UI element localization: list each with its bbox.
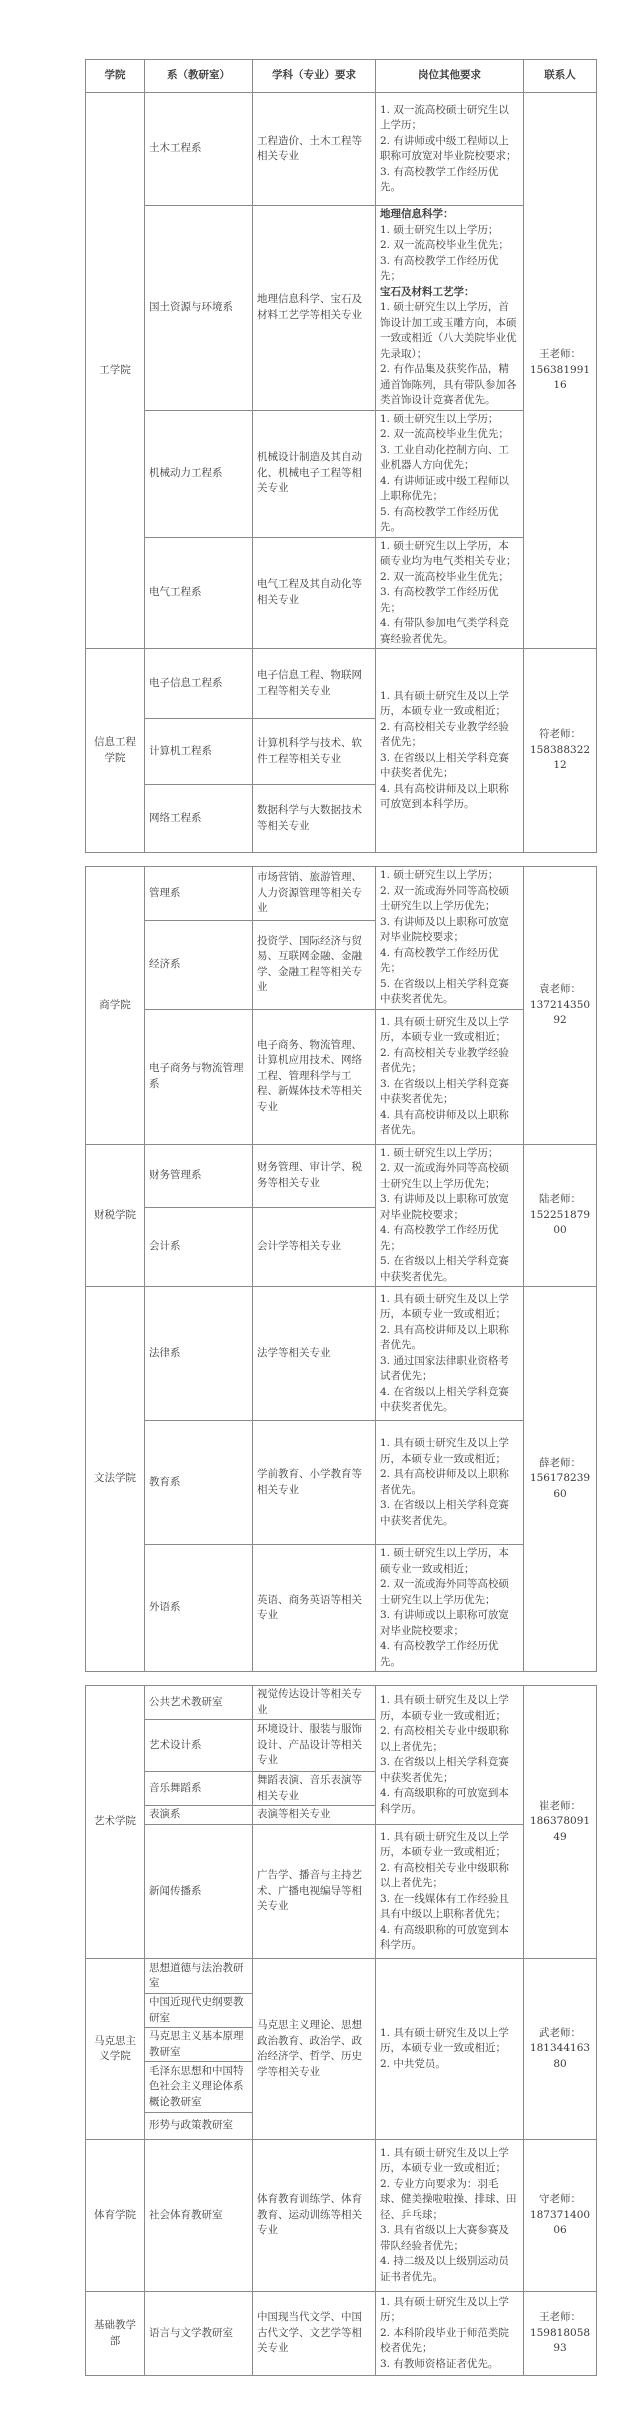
college-name: 马克思主义学院 <box>86 1959 145 2140</box>
contact-phone: 15617823960 <box>529 1472 591 1500</box>
table-row <box>86 1009 597 1144</box>
requirement-line: 1. 硕士研究生以上学历，本硕专业一致或相近； <box>380 1547 509 1575</box>
contact-name: 薛老师： <box>539 1456 581 1469</box>
department-name: 马克思主义基本原理教研室 <box>145 2028 253 2062</box>
requirement-line: 2. 本科阶段毕业于师范类院校者优先； <box>380 2326 509 2355</box>
contact-person <box>524 2292 597 2376</box>
requirement-line: 3. 通过国家法律职业资格考试者优先； <box>380 1354 509 1382</box>
department-name: 社会体育教研室 <box>145 2140 253 2292</box>
other-requirements <box>376 410 524 537</box>
contact-phone: 18637809149 <box>529 1815 591 1843</box>
requirement-line: 3. 在一线媒体有工作经验且具有中级以上职称者优先； <box>380 1892 509 1920</box>
requirement-line: 1. 具有硕士研究生及以上学历，本硕专业一致或相近； <box>380 1437 509 1465</box>
subject-requirement: 马克思主义理论、思想政治教育、政治学、政治经济学、哲学、历史学等相关专业 <box>253 1959 376 2140</box>
department-name: 计算机工程系 <box>145 719 253 785</box>
requirement-line: 1. 硕士研究生以上学历，本硕专业均为电气类相关专业； <box>380 539 517 567</box>
other-requirements <box>376 1421 524 1545</box>
subject-requirement: 表演等相关专业 <box>253 1806 376 1825</box>
column-header: 联系人 <box>524 60 597 93</box>
table-row <box>86 1545 597 1672</box>
contact-person <box>524 867 597 1145</box>
subject-requirement: 会计学等相关专业 <box>253 1208 376 1287</box>
contact-phone: 15838832212 <box>529 743 591 772</box>
table-row <box>86 206 597 411</box>
other-requirements <box>376 537 524 649</box>
requirement-line: 1. 硕士研究生以上学历； <box>380 412 499 425</box>
department-name: 经济系 <box>145 920 253 1009</box>
requirement-line: 2. 有高校相关专业中级职称以上者优先； <box>380 1725 509 1753</box>
requirement-line: 2. 有高校相关专业教学经验者优先； <box>380 720 509 748</box>
subject-requirement: 电气工程及其自动化等相关专业 <box>253 537 376 649</box>
contact-phone: 18134416380 <box>529 2042 591 2070</box>
subject-requirement: 投资学、国际经济与贸易、互联网金融、金融学、金融工程等相关专业 <box>253 920 376 1009</box>
requirement-heading: 地理信息科学： <box>380 208 454 220</box>
column-header: 岗位其他要求 <box>376 60 524 93</box>
department-name: 机械动力工程系 <box>145 410 253 537</box>
other-requirements <box>376 1144 524 1287</box>
requirement-line: 1. 具有硕士研究生及以上学历，本硕专业一致或相近； <box>380 1292 509 1320</box>
contact-name: 武老师： <box>539 2026 581 2039</box>
contact-name: 守老师： <box>539 2193 581 2206</box>
subject-requirement: 环境设计、服装与服饰设计、产品设计等相关专业 <box>253 1720 376 1772</box>
table-row <box>86 1421 597 1545</box>
requirement-line: 1. 硕士研究生以上学历，首饰设计加工或玉雕方向，本硕一致或相近（八大美院毕业优先录取）； <box>380 301 517 360</box>
contact-person <box>524 649 597 853</box>
other-requirements <box>376 1009 524 1144</box>
department-name: 电子信息工程系 <box>145 649 253 719</box>
college-name: 信息工程学院 <box>86 649 145 853</box>
requirement-line: 2. 双一流高校毕业生优先； <box>380 570 509 583</box>
requirement-line: 1. 硕士研究生以上学历； <box>380 223 499 236</box>
requirement-line: 5. 在省级以上相关学科竞赛中获奖者优先。 <box>380 977 509 1005</box>
subject-requirement: 电子信息工程、物联网工程等相关专业 <box>253 649 376 719</box>
department-name: 管理系 <box>145 867 253 921</box>
requirement-line: 3. 有高校教学工作经历优先。 <box>380 165 499 193</box>
department-name: 土木工程系 <box>145 93 253 206</box>
requirement-line: 2. 双一流高校毕业生优先； <box>380 239 509 251</box>
other-requirements <box>376 1545 524 1672</box>
table-row <box>86 410 597 537</box>
department-name: 财务管理系 <box>145 1144 253 1208</box>
other-requirements <box>376 1686 524 1825</box>
subject-requirement: 视觉传达设计等相关专业 <box>253 1686 376 1720</box>
contact-name: 王老师： <box>539 348 581 361</box>
table-row <box>86 537 597 649</box>
other-requirements <box>376 2292 524 2376</box>
contact-name: 崔老师： <box>539 1799 581 1812</box>
table-row <box>86 867 597 921</box>
requirement-line: 4. 有高校教学工作经历优先； <box>380 1224 499 1252</box>
requirement-line: 4. 有高级职称的可放宽到本科学历。 <box>380 1787 509 1815</box>
department-name: 国土资源与环境系 <box>145 206 253 411</box>
requirement-line: 3. 有教师资格证者优先。 <box>380 2357 499 2370</box>
requirement-line: 4. 具有高校讲师及以上职称可放宽到本科学历。 <box>380 782 509 810</box>
requirement-line: 1. 具有硕士研究生及以上学历； <box>380 2295 509 2324</box>
department-name: 思想道德与法治教研室 <box>145 1959 253 1994</box>
department-name: 外语系 <box>145 1545 253 1672</box>
table-row <box>86 1686 597 1720</box>
department-name: 艺术设计系 <box>145 1720 253 1772</box>
requirement-line: 3. 具有省级以上大赛参赛及带队经验者优先； <box>380 2224 509 2252</box>
department-name: 音乐舞蹈系 <box>145 1772 253 1806</box>
requirement-line: 1. 具有硕士研究生及以上学历，本硕专业一致或相近； <box>380 689 509 717</box>
table-row <box>86 2292 597 2376</box>
requirement-line: 2. 有高校相关专业教学经验者优先； <box>380 1046 509 1074</box>
table-page <box>85 866 597 1672</box>
contact-name: 陆老师： <box>539 1193 581 1205</box>
contact-phone: 15981805893 <box>529 2326 591 2355</box>
requirement-line: 4. 具有高校讲师及以上职称者优先。 <box>380 1108 509 1136</box>
requirement-line: 2. 双一流或海外同等高校硕士研究生以上学历优先； <box>380 884 509 912</box>
requirement-line: 2. 有高校相关专业中级职称以上者优先； <box>380 1861 509 1889</box>
requirement-line: 2. 双一流高校毕业生优先； <box>380 428 509 440</box>
requirement-line: 3. 在省级以上相关学科竞赛中获奖者优先； <box>380 1077 509 1105</box>
requirement-line: 3. 有高校教学工作经历优先； <box>380 586 499 614</box>
requirement-line: 2. 具有高校讲师及以上职称者优先。 <box>380 1323 509 1351</box>
table-row <box>86 649 597 719</box>
college-name: 工学院 <box>86 93 145 649</box>
department-name: 法律系 <box>145 1287 253 1421</box>
other-requirements <box>376 1825 524 1959</box>
requirement-line: 5. 在省级以上相关学科竞赛中获奖者优先。 <box>380 1255 509 1283</box>
department-name: 语言与文学教研室 <box>145 2292 253 2376</box>
requirement-line: 2. 双一流或海外同等高校硕士研究生以上学历优先； <box>380 1162 509 1190</box>
subject-requirement: 数据科学与大数据技术等相关专业 <box>253 785 376 853</box>
requirement-line: 2. 专业方向要求为：羽毛球、健美操啦啦操、排球、田径、乒乓球； <box>380 2177 517 2221</box>
contact-person <box>524 1959 597 2140</box>
other-requirements <box>376 1959 524 2140</box>
subject-requirement: 英语、商务英语等相关专业 <box>253 1545 376 1672</box>
department-name: 毛泽东思想和中国特色社会主义理论体系概论教研室 <box>145 2062 253 2113</box>
department-name: 形势与政策教研室 <box>145 2113 253 2140</box>
requirement-line: 1. 具有硕士研究生及以上学历，本硕专业一致或相近； <box>380 2026 509 2055</box>
subject-requirement: 体育教育训练学、体育教育、运动训练等相关专业 <box>253 2140 376 2292</box>
requirement-line: 3. 有讲师或以上职称可放宽对毕业院校要求； <box>380 1609 509 1637</box>
contact-person <box>524 1686 597 1959</box>
requirement-line: 3. 工业自动化控制方向、工业机器人方向优先； <box>380 443 509 471</box>
department-name: 新闻传播系 <box>145 1825 253 1959</box>
requirement-line: 3. 有讲师及以上职称可放宽对毕业院校要求； <box>380 1193 509 1221</box>
contact-name: 王老师： <box>539 2311 581 2324</box>
subject-requirement: 机械设计制造及其自动化、机械电子工程等相关专业 <box>253 410 376 537</box>
subject-requirement: 地理信息科学、宝石及材料工艺学等相关专业 <box>253 206 376 411</box>
contact-phone: 15638199116 <box>529 363 591 392</box>
subject-requirement: 财务管理、审计学、税务等相关专业 <box>253 1144 376 1208</box>
department-name: 会计系 <box>145 1208 253 1287</box>
college-name: 基础教学部 <box>86 2292 145 2376</box>
other-requirements <box>376 93 524 206</box>
table-header-row <box>86 60 597 93</box>
column-header: 学科（专业）要求 <box>253 60 376 93</box>
subject-requirement: 工程造价、土木工程等相关专业 <box>253 93 376 206</box>
department-name: 网络工程系 <box>145 785 253 853</box>
college-name: 商学院 <box>86 867 145 1145</box>
table-row <box>86 1144 597 1208</box>
requirement-heading: 宝石及材料工艺学： <box>380 285 475 298</box>
requirement-line: 4. 有高级职称的可放宽到本科学历。 <box>380 1923 509 1951</box>
college-name: 艺术学院 <box>86 1686 145 1959</box>
requirement-line: 1. 双一流高校硕士研究生以上学历； <box>380 103 509 131</box>
table-row <box>86 93 597 206</box>
requirement-line: 4. 有高校教学工作经历优先。 <box>380 1640 499 1668</box>
contact-person <box>524 1144 597 1287</box>
requirement-line: 3. 有讲师及以上职称可放宽对毕业院校要求； <box>380 915 509 943</box>
subject-requirement: 中国现当代文学、中国古代文学、文艺学等相关专业 <box>253 2292 376 2376</box>
college-name: 文法学院 <box>86 1287 145 1672</box>
department-name: 电气工程系 <box>145 537 253 649</box>
requirement-line: 2. 有讲师或中级工程师以上职称可放宽对毕业院校要求； <box>380 134 517 162</box>
contact-person <box>524 93 597 649</box>
table-page <box>85 1685 597 2376</box>
subject-requirement: 舞蹈表演、音乐表演等相关专业 <box>253 1772 376 1806</box>
requirement-line: 2. 双一流或海外同等高校硕士研究生以上学历优先； <box>380 1578 509 1606</box>
requirement-line: 5. 有高校教学工作经历优先。 <box>380 505 499 533</box>
requirement-line: 4. 有高校教学工作经历优先； <box>380 946 499 974</box>
contact-phone: 15225187900 <box>529 1208 591 1236</box>
table-page <box>85 59 597 853</box>
department-name: 公共艺术教研室 <box>145 1686 253 1720</box>
requirement-line: 4. 持二级及以上级别运动员证书者优先。 <box>380 2255 509 2283</box>
department-name: 中国近现代史纲要教研室 <box>145 1994 253 2028</box>
requirement-line: 3. 在省级以上相关学科竞赛中获奖者优先； <box>380 751 509 779</box>
contact-person <box>524 1287 597 1672</box>
subject-requirement: 法学等相关专业 <box>253 1287 376 1421</box>
table-row <box>86 2140 597 2292</box>
requirement-line: 3. 有高校教学工作经历优先； <box>380 254 499 282</box>
subject-requirement: 市场营销、旅游管理、人力资源管理等相关专业 <box>253 867 376 921</box>
requirement-line: 1. 具有硕士研究生及以上学历，本硕专业一致或相近； <box>380 1830 509 1858</box>
college-name: 体育学院 <box>86 2140 145 2292</box>
requirement-line: 4. 有带队参加电气类学科竞赛经验者优先。 <box>380 617 509 645</box>
requirement-line: 3. 在省级以上相关学科竞赛中获奖者优先； <box>380 1756 509 1784</box>
other-requirements <box>376 206 524 411</box>
subject-requirement: 广告学、播音与主持艺术、广播电视编导等相关专业 <box>253 1825 376 1959</box>
column-header: 系（教研室） <box>145 60 253 93</box>
contact-name: 袁老师： <box>539 983 581 995</box>
college-name: 财税学院 <box>86 1144 145 1287</box>
other-requirements <box>376 867 524 1010</box>
requirement-line: 1. 具有硕士研究生及以上学历，本硕专业一致或相近； <box>380 2146 509 2175</box>
table-row <box>86 1287 597 1421</box>
column-header: 学院 <box>86 60 145 93</box>
requirement-line: 3. 在省级以上相关学科竞赛中获奖者优先。 <box>380 1499 509 1527</box>
requirement-line: 1. 硕士研究生以上学历； <box>380 869 499 881</box>
requirement-line: 4. 有讲师证或中级工程师以上职称优先； <box>380 474 509 502</box>
requirement-line: 1. 具有硕士研究生及以上学历，本硕专业一致或相近； <box>380 1694 509 1722</box>
table-row <box>86 1825 597 1959</box>
requirement-line: 1. 具有硕士研究生及以上学历，本硕专业一致或相近； <box>380 1015 509 1043</box>
contact-phone: 18737140006 <box>529 2208 591 2237</box>
department-name: 教育系 <box>145 1421 253 1545</box>
other-requirements <box>376 649 524 853</box>
subject-requirement: 计算机科学与技术、软件工程等相关专业 <box>253 719 376 785</box>
other-requirements <box>376 2140 524 2292</box>
other-requirements <box>376 1287 524 1421</box>
subject-requirement: 学前教育、小学教育等相关专业 <box>253 1421 376 1545</box>
department-name: 电子商务与物流管理系 <box>145 1009 253 1144</box>
requirement-line: 1. 硕士研究生以上学历； <box>380 1146 499 1159</box>
contact-phone: 13721435092 <box>529 998 591 1026</box>
contact-person <box>524 2140 597 2292</box>
requirement-line: 2. 中共党员。 <box>380 2057 446 2070</box>
table-row <box>86 1959 597 1994</box>
requirement-line: 4. 在省级以上相关学科竞赛中获奖者优先。 <box>380 1385 509 1413</box>
contact-name: 符老师： <box>539 728 581 741</box>
subject-requirement: 电子商务、物流管理、计算机应用技术、网络工程、管理科学与工程、新媒体技术等相关专业 <box>253 1009 376 1144</box>
requirement-line: 2. 具有高校讲师及以上职称者优先。 <box>380 1468 509 1496</box>
requirement-line: 2. 有作品集及获奖作品，精通首饰陈列，具有带队参加各类首饰设计竞赛者优先。 <box>380 363 517 406</box>
department-name: 表演系 <box>145 1806 253 1825</box>
